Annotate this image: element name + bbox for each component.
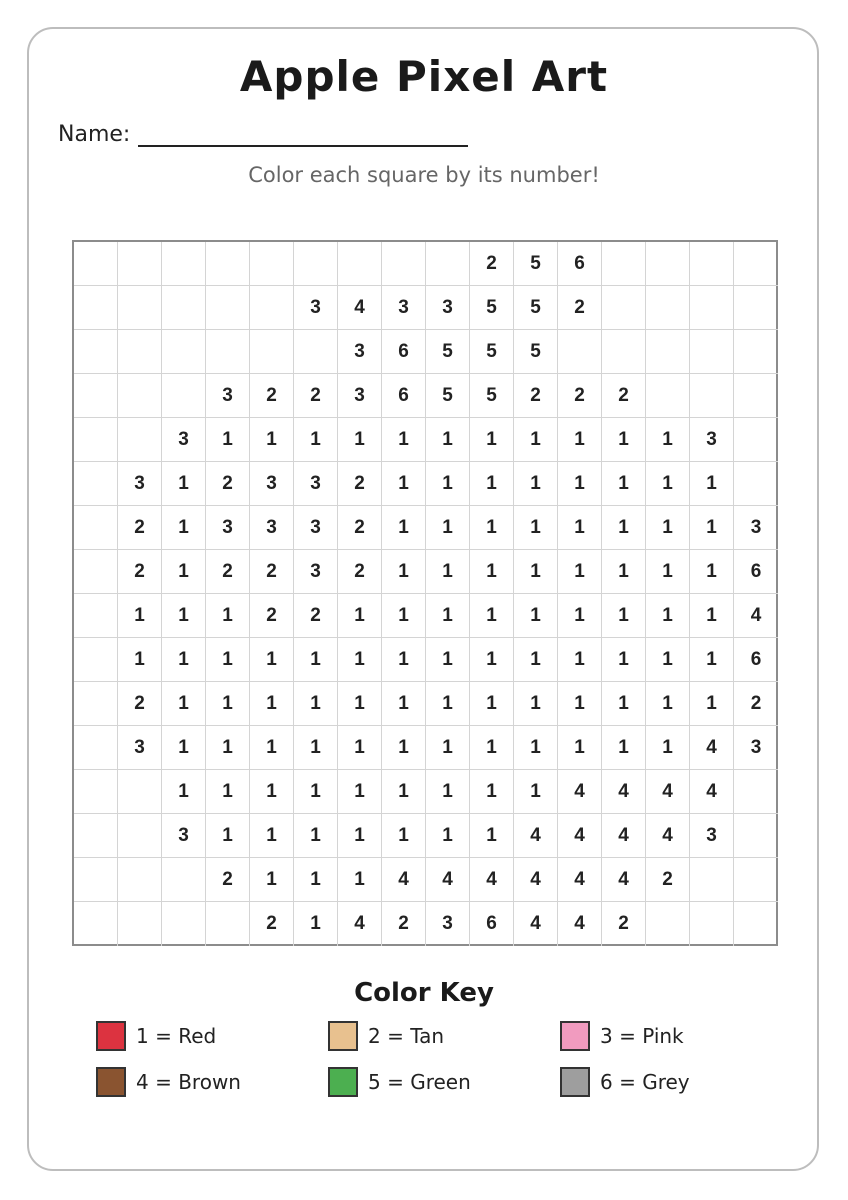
name-row (58, 121, 468, 147)
grid-cell[interactable]: 2 (206, 550, 250, 594)
key-item-grey (560, 1066, 792, 1098)
grid-cell[interactable]: 5 (514, 242, 558, 286)
grid-cell[interactable]: 4 (734, 594, 778, 638)
grid-cell[interactable] (602, 286, 646, 330)
color-key-title: Color Key (354, 978, 494, 1008)
grid-cell[interactable]: 1 (338, 638, 382, 682)
grid-cell[interactable] (690, 242, 734, 286)
grid-cell[interactable]: 1 (470, 550, 514, 594)
grid-cell[interactable] (118, 770, 162, 814)
grid-cell[interactable]: 2 (338, 550, 382, 594)
grid-cell[interactable]: 4 (646, 814, 690, 858)
name-blank-line[interactable] (138, 121, 468, 147)
grid-cell[interactable] (74, 550, 118, 594)
grid-cell[interactable] (690, 374, 734, 418)
grid-cell[interactable]: 1 (118, 638, 162, 682)
grid-cell[interactable]: 6 (734, 638, 778, 682)
grid-cell[interactable]: 1 (646, 418, 690, 462)
grid-cell[interactable]: 1 (294, 858, 338, 902)
grid-cell[interactable]: 1 (382, 418, 426, 462)
grid-cell[interactable]: 3 (206, 506, 250, 550)
grid-cell[interactable]: 1 (558, 550, 602, 594)
grid-cell[interactable]: 1 (602, 682, 646, 726)
grid-cell[interactable]: 4 (514, 858, 558, 902)
grid-cell[interactable]: 1 (118, 594, 162, 638)
grid-cell[interactable]: 3 (338, 330, 382, 374)
grid-cell[interactable]: 2 (382, 902, 426, 946)
grid-cell[interactable]: 5 (470, 374, 514, 418)
grid-cell[interactable]: 1 (382, 506, 426, 550)
grid-cell[interactable]: 3 (118, 462, 162, 506)
grid-cell[interactable]: 1 (294, 726, 338, 770)
grid-cell[interactable]: 1 (690, 682, 734, 726)
grid-cell[interactable]: 1 (206, 638, 250, 682)
grid-cell[interactable]: 1 (162, 682, 206, 726)
grid-cell[interactable] (74, 814, 118, 858)
grid-cell[interactable]: 1 (514, 506, 558, 550)
key-item-pink (560, 1020, 792, 1052)
grid-cell[interactable]: 3 (690, 814, 734, 858)
grid-cell[interactable] (162, 330, 206, 374)
grid-cell[interactable]: 1 (382, 638, 426, 682)
grid-cell[interactable]: 1 (206, 770, 250, 814)
grid-cell[interactable]: 1 (602, 550, 646, 594)
key-label: 6 = Grey (600, 1070, 690, 1094)
grid-cell[interactable]: 3 (426, 902, 470, 946)
grid-cell[interactable] (74, 594, 118, 638)
grid-cell[interactable] (690, 330, 734, 374)
grid-cell[interactable] (74, 726, 118, 770)
grid-cell[interactable] (74, 902, 118, 946)
grid-cell[interactable]: 1 (250, 418, 294, 462)
grid-cell[interactable]: 1 (558, 594, 602, 638)
grid-cell[interactable]: 1 (558, 638, 602, 682)
grid-cell[interactable] (206, 242, 250, 286)
grid-cell[interactable]: 3 (250, 462, 294, 506)
grid-cell[interactable]: 1 (162, 462, 206, 506)
grid-cell[interactable]: 2 (118, 550, 162, 594)
swatch-brown (96, 1067, 126, 1097)
grid-cell[interactable]: 2 (250, 594, 294, 638)
name-label: Name: (58, 122, 131, 147)
grid-cell[interactable] (734, 770, 778, 814)
grid-cell[interactable]: 1 (514, 726, 558, 770)
grid-cell[interactable] (734, 902, 778, 946)
grid-cell[interactable]: 3 (734, 506, 778, 550)
grid-cell[interactable]: 1 (470, 726, 514, 770)
grid-cell[interactable] (734, 330, 778, 374)
grid-cell[interactable]: 1 (294, 682, 338, 726)
grid-cell[interactable]: 1 (558, 726, 602, 770)
grid-cell[interactable] (338, 242, 382, 286)
grid-cell[interactable]: 5 (514, 330, 558, 374)
grid-cell[interactable] (118, 418, 162, 462)
grid-cell[interactable]: 2 (602, 374, 646, 418)
grid-cell[interactable]: 2 (338, 506, 382, 550)
grid-cell[interactable] (74, 638, 118, 682)
grid-cell[interactable]: 1 (294, 418, 338, 462)
grid-cell[interactable]: 1 (294, 902, 338, 946)
grid-cell[interactable]: 5 (426, 374, 470, 418)
grid-cell[interactable]: 5 (514, 286, 558, 330)
grid-cell[interactable] (74, 242, 118, 286)
key-label: 5 = Green (368, 1070, 471, 1094)
grid-cell[interactable]: 1 (382, 682, 426, 726)
grid-cell[interactable]: 4 (558, 770, 602, 814)
grid-cell[interactable]: 1 (338, 418, 382, 462)
instruction-text: Color each square by its number! (248, 163, 600, 187)
grid-cell[interactable]: 3 (294, 550, 338, 594)
grid-cell[interactable]: 3 (206, 374, 250, 418)
grid-cell[interactable] (558, 330, 602, 374)
swatch-tan (328, 1021, 358, 1051)
grid-cell[interactable]: 1 (470, 770, 514, 814)
color-key (96, 1020, 796, 1098)
grid-cell[interactable]: 1 (294, 770, 338, 814)
key-label: 1 = Red (136, 1024, 217, 1048)
grid-cell[interactable]: 1 (162, 506, 206, 550)
grid-cell[interactable] (734, 374, 778, 418)
grid-cell[interactable] (206, 902, 250, 946)
key-item-brown (96, 1066, 328, 1098)
grid-cell[interactable]: 1 (602, 594, 646, 638)
grid-cell[interactable]: 3 (690, 418, 734, 462)
grid-cell[interactable]: 6 (382, 374, 426, 418)
grid-cell[interactable]: 1 (690, 594, 734, 638)
grid-cell[interactable] (118, 374, 162, 418)
grid-cell[interactable] (382, 242, 426, 286)
grid-cell[interactable]: 1 (602, 638, 646, 682)
grid-cell[interactable]: 1 (382, 726, 426, 770)
grid-cell[interactable] (74, 418, 118, 462)
grid-cell[interactable]: 2 (338, 462, 382, 506)
grid-cell[interactable] (118, 814, 162, 858)
grid-cell[interactable] (646, 286, 690, 330)
grid-cell[interactable] (118, 286, 162, 330)
grid-cell[interactable]: 4 (602, 814, 646, 858)
grid-cell[interactable]: 1 (338, 770, 382, 814)
grid-cell[interactable] (602, 242, 646, 286)
grid-cell[interactable]: 2 (206, 462, 250, 506)
grid-cell[interactable]: 6 (734, 550, 778, 594)
grid-cell[interactable]: 1 (426, 638, 470, 682)
grid-cell[interactable] (118, 242, 162, 286)
grid-cell[interactable] (162, 242, 206, 286)
grid-cell[interactable] (734, 286, 778, 330)
grid-cell[interactable] (646, 902, 690, 946)
grid-cell[interactable]: 1 (382, 814, 426, 858)
grid-cell[interactable]: 4 (426, 858, 470, 902)
grid-cell[interactable]: 2 (250, 374, 294, 418)
grid-cell[interactable] (74, 462, 118, 506)
grid-cell[interactable]: 3 (338, 374, 382, 418)
grid-cell[interactable]: 1 (338, 814, 382, 858)
grid-cell[interactable]: 4 (602, 770, 646, 814)
grid-cell[interactable]: 1 (470, 462, 514, 506)
grid-cell[interactable]: 1 (426, 462, 470, 506)
grid-cell[interactable] (162, 858, 206, 902)
grid-cell[interactable]: 1 (426, 770, 470, 814)
grid-cell[interactable]: 1 (250, 726, 294, 770)
grid-cell[interactable]: 1 (382, 594, 426, 638)
grid-cell[interactable]: 1 (250, 682, 294, 726)
grid-cell[interactable]: 4 (558, 902, 602, 946)
grid-cell[interactable] (602, 330, 646, 374)
grid-cell[interactable]: 1 (690, 638, 734, 682)
grid-cell[interactable] (74, 858, 118, 902)
grid-cell[interactable]: 1 (646, 682, 690, 726)
grid-cell[interactable]: 1 (602, 462, 646, 506)
grid-cell[interactable]: 1 (558, 418, 602, 462)
grid-cell[interactable]: 1 (602, 506, 646, 550)
grid-cell[interactable] (74, 374, 118, 418)
grid-cell[interactable] (74, 506, 118, 550)
grid-cell[interactable]: 1 (426, 726, 470, 770)
grid-cell[interactable]: 1 (646, 506, 690, 550)
grid-cell[interactable] (734, 242, 778, 286)
swatch-pink (560, 1021, 590, 1051)
grid-cell[interactable]: 2 (118, 506, 162, 550)
grid-cell[interactable] (250, 242, 294, 286)
grid-cell[interactable]: 1 (250, 814, 294, 858)
swatch-red (96, 1021, 126, 1051)
grid-cell[interactable] (118, 858, 162, 902)
grid-cell[interactable] (162, 902, 206, 946)
grid-cell[interactable] (294, 242, 338, 286)
grid-cell[interactable]: 1 (514, 594, 558, 638)
grid-cell[interactable]: 4 (514, 814, 558, 858)
grid-cell[interactable]: 1 (162, 726, 206, 770)
grid-cell[interactable]: 1 (646, 726, 690, 770)
swatch-grey (560, 1067, 590, 1097)
grid-cell[interactable] (690, 858, 734, 902)
grid-cell[interactable]: 3 (294, 462, 338, 506)
grid-cell[interactable] (646, 330, 690, 374)
grid-cell[interactable]: 2 (470, 242, 514, 286)
grid-cell[interactable] (162, 374, 206, 418)
grid-cell[interactable]: 3 (118, 726, 162, 770)
grid-cell[interactable]: 1 (294, 814, 338, 858)
grid-cell[interactable]: 1 (162, 638, 206, 682)
grid-cell[interactable]: 1 (514, 682, 558, 726)
grid-cell[interactable]: 1 (646, 638, 690, 682)
swatch-green (328, 1067, 358, 1097)
grid-cell[interactable]: 3 (294, 506, 338, 550)
grid-cell[interactable]: 4 (470, 858, 514, 902)
grid-cell[interactable] (294, 330, 338, 374)
grid-cell[interactable]: 2 (250, 550, 294, 594)
grid-cell[interactable]: 1 (382, 770, 426, 814)
grid-cell[interactable]: 4 (338, 902, 382, 946)
grid-cell[interactable] (690, 902, 734, 946)
grid-cell[interactable]: 4 (558, 858, 602, 902)
grid-cell[interactable]: 1 (426, 814, 470, 858)
grid-cell[interactable]: 1 (558, 462, 602, 506)
key-label: 3 = Pink (600, 1024, 684, 1048)
grid-cell[interactable]: 1 (602, 418, 646, 462)
grid-cell[interactable]: 2 (118, 682, 162, 726)
grid-cell[interactable]: 1 (206, 726, 250, 770)
grid-cell[interactable]: 1 (690, 550, 734, 594)
grid-cell[interactable]: 1 (338, 726, 382, 770)
grid-cell[interactable]: 3 (734, 726, 778, 770)
grid-cell[interactable] (690, 286, 734, 330)
grid-cell[interactable]: 5 (470, 286, 514, 330)
grid-cell[interactable]: 4 (338, 286, 382, 330)
grid-cell[interactable]: 5 (426, 330, 470, 374)
grid-cell[interactable]: 1 (602, 726, 646, 770)
grid-cell[interactable]: 1 (426, 506, 470, 550)
grid-cell[interactable]: 6 (470, 902, 514, 946)
grid-cell[interactable]: 1 (470, 418, 514, 462)
grid-cell[interactable]: 2 (206, 858, 250, 902)
grid-cell[interactable]: 1 (558, 506, 602, 550)
grid-cell[interactable]: 6 (382, 330, 426, 374)
grid-cell[interactable]: 1 (382, 462, 426, 506)
grid-cell[interactable]: 3 (426, 286, 470, 330)
grid-cell[interactable]: 1 (514, 418, 558, 462)
grid-cell[interactable]: 4 (602, 858, 646, 902)
grid-cell[interactable]: 6 (558, 242, 602, 286)
grid-cell[interactable] (734, 814, 778, 858)
grid-cell[interactable]: 1 (646, 462, 690, 506)
pixel-grid (72, 240, 778, 946)
grid-cell[interactable]: 1 (470, 682, 514, 726)
grid-cell[interactable]: 1 (514, 462, 558, 506)
grid-cell[interactable] (734, 858, 778, 902)
grid-cell[interactable]: 1 (162, 770, 206, 814)
grid-cell[interactable]: 1 (338, 594, 382, 638)
grid-cell[interactable] (734, 418, 778, 462)
grid-cell[interactable]: 2 (250, 902, 294, 946)
grid-cell[interactable]: 1 (250, 858, 294, 902)
grid-cell[interactable] (118, 902, 162, 946)
grid-cell[interactable]: 4 (690, 726, 734, 770)
grid-cell[interactable] (426, 242, 470, 286)
grid-cell[interactable] (206, 286, 250, 330)
key-label: 2 = Tan (368, 1024, 445, 1048)
grid-cell[interactable]: 2 (514, 374, 558, 418)
grid-cell[interactable]: 3 (294, 286, 338, 330)
grid-cell[interactable]: 2 (646, 858, 690, 902)
grid-cell[interactable]: 3 (162, 814, 206, 858)
grid-cell[interactable]: 1 (338, 682, 382, 726)
grid-cell[interactable]: 2 (734, 682, 778, 726)
key-label: 4 = Brown (136, 1070, 241, 1094)
grid-cell[interactable]: 2 (558, 374, 602, 418)
grid-cell[interactable] (646, 374, 690, 418)
grid-cell[interactable]: 1 (206, 682, 250, 726)
grid-cell[interactable]: 2 (294, 594, 338, 638)
grid-cell[interactable]: 1 (426, 682, 470, 726)
grid-cell[interactable]: 1 (690, 506, 734, 550)
grid-cell[interactable] (250, 330, 294, 374)
grid-cell[interactable]: 1 (470, 594, 514, 638)
grid-cell[interactable]: 1 (514, 770, 558, 814)
key-item-tan (328, 1020, 560, 1052)
grid-cell[interactable]: 1 (162, 594, 206, 638)
grid-cell[interactable] (162, 286, 206, 330)
grid-cell[interactable]: 1 (470, 814, 514, 858)
grid-cell[interactable]: 1 (426, 418, 470, 462)
grid-cell[interactable]: 1 (470, 638, 514, 682)
grid-cell[interactable] (74, 330, 118, 374)
grid-cell[interactable] (74, 286, 118, 330)
grid-cell[interactable]: 1 (294, 638, 338, 682)
grid-cell[interactable]: 2 (558, 286, 602, 330)
grid-cell[interactable]: 4 (690, 770, 734, 814)
grid-cell[interactable]: 1 (646, 594, 690, 638)
grid-cell[interactable]: 1 (162, 550, 206, 594)
key-item-green (328, 1066, 560, 1098)
grid-cell[interactable]: 1 (514, 550, 558, 594)
grid-cell[interactable] (250, 286, 294, 330)
grid-cell[interactable]: 3 (382, 286, 426, 330)
page-title: Apple Pixel Art (239, 52, 609, 101)
grid-cell[interactable] (206, 330, 250, 374)
grid-cell[interactable]: 1 (250, 638, 294, 682)
grid-cell[interactable] (74, 770, 118, 814)
grid-cell[interactable]: 3 (250, 506, 294, 550)
grid-cell[interactable]: 1 (206, 418, 250, 462)
grid-cell[interactable]: 1 (646, 550, 690, 594)
grid-cell[interactable] (734, 462, 778, 506)
grid-cell[interactable]: 4 (382, 858, 426, 902)
grid-cell[interactable]: 1 (206, 594, 250, 638)
grid-cell[interactable]: 3 (162, 418, 206, 462)
grid-cell[interactable]: 1 (426, 594, 470, 638)
grid-cell[interactable]: 4 (558, 814, 602, 858)
grid-cell[interactable]: 1 (250, 770, 294, 814)
grid-cell[interactable] (74, 682, 118, 726)
grid-cell[interactable]: 1 (382, 550, 426, 594)
grid-cell[interactable] (118, 330, 162, 374)
grid-cell[interactable]: 4 (646, 770, 690, 814)
grid-cell[interactable] (646, 242, 690, 286)
grid-cell[interactable]: 1 (338, 858, 382, 902)
grid-cell[interactable]: 1 (206, 814, 250, 858)
grid-cell[interactable]: 1 (514, 638, 558, 682)
grid-cell[interactable]: 4 (514, 902, 558, 946)
grid-cell[interactable]: 5 (470, 330, 514, 374)
grid-cell[interactable]: 1 (470, 506, 514, 550)
grid-cell[interactable]: 2 (294, 374, 338, 418)
grid-cell[interactable]: 1 (690, 462, 734, 506)
grid-cell[interactable]: 2 (602, 902, 646, 946)
key-item-red (96, 1020, 328, 1052)
grid-cell[interactable]: 1 (558, 682, 602, 726)
grid-cell[interactable]: 1 (426, 550, 470, 594)
